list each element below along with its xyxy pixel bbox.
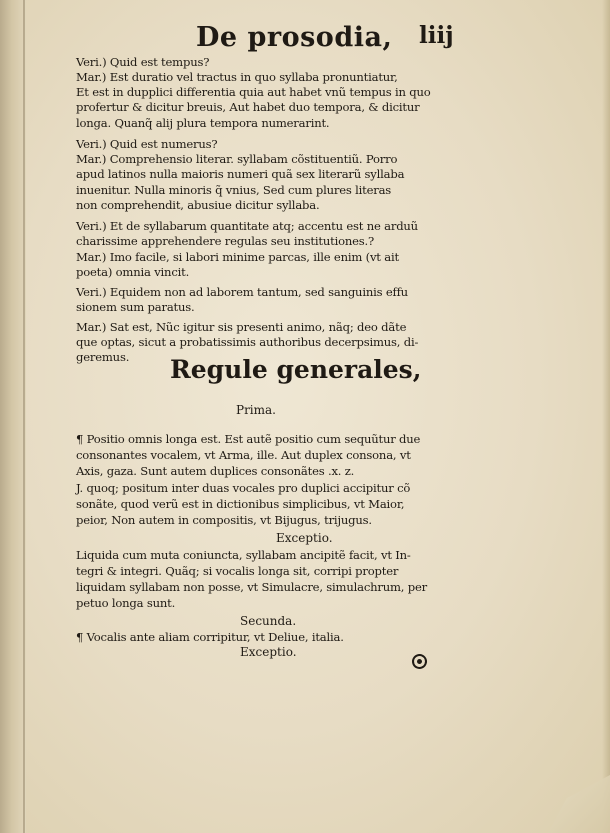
text-line: ¶ Vocalis ante aliam corripitur, vt Deliue, italia. — [76, 630, 344, 644]
text-line: liquidam syllabam non posse, vt Simulacre, simulachrum, per — [76, 580, 427, 594]
rule-label-prima: Prima. — [236, 403, 276, 417]
text-line: Veri.) Quid est tempus? — [76, 55, 210, 69]
text-line: longa. Quanq̃ alij plura tempora numerarint. — [76, 116, 330, 130]
text-line: non comprehendit, abusiue dicitur syllaba. — [76, 198, 320, 212]
text-line: peior, Non autem in compositis, vt Bijugus, trijugus. — [76, 513, 372, 527]
exceptio-label: Exceptio. — [276, 531, 333, 545]
text-line: apud latinos nulla maioris numeri quã sex literarũ syllaba — [76, 167, 405, 181]
exceptio-label: Exceptio. — [240, 645, 297, 659]
text-line: geremus. — [76, 350, 130, 364]
text-line: tegri & integri. Quãq; si vocalis longa sit, corripi propter — [76, 564, 399, 578]
text-line: sionem sum paratus. — [76, 300, 195, 314]
text-line: inuenitur. Nulla minoris q̃ vnius, Sed cum plures literas — [76, 183, 392, 197]
catchword-ornament-icon — [410, 652, 429, 671]
text-line: Mar.) Sat est, Nũc igitur sis presenti animo, nãq; deo dãte — [76, 320, 407, 334]
text-line: Axis, gaza. Sunt autem duplices consonãtes .x. z. — [76, 464, 355, 478]
text-line: ¶ Positio omnis longa est. Est autẽ positio cum sequũtur due — [76, 432, 421, 446]
section-heading: Regule generales, — [170, 355, 422, 384]
rule-label-secunda: Secunda. — [240, 614, 297, 628]
text-line: petuo longa sunt. — [76, 596, 176, 610]
page-corner-fold — [548, 775, 610, 833]
text-line: que optas, sicut a probatissimis authoribus decerpsimus, di- — [76, 335, 419, 349]
text-line: Et est in dupplici differentia quia aut habet vnũ tempus in quo — [76, 85, 431, 99]
text-line: Mar.) Est duratio vel tractus in quo syllaba pronuntiatur, — [76, 70, 398, 84]
text-line: J. quoq; positum inter duas vocales pro duplici accipitur cõ — [76, 481, 411, 495]
text-line: sonãte, quod verũ est in dictionibus simplicibus, vt Maior, — [76, 497, 405, 511]
gutter-shadow-line — [23, 0, 25, 833]
text-line: consonantes vocalem, vt Arma, ille. Aut duplex consona, vt — [76, 448, 411, 462]
text-line: poeta) omnia vincit. — [76, 265, 190, 279]
running-header-title: De prosodia, — [196, 22, 393, 53]
text-line: profertur & dicitur breuis, Aut habet duo tempora, & dicitur — [76, 100, 420, 114]
page-edge — [602, 0, 610, 833]
text-line: charissime apprehendere regulas seu institutiones.? — [76, 234, 375, 248]
folio-number: liij — [419, 22, 454, 49]
text-line: Mar.) Imo facile, si labori minime parcas, ille enim (vt ait — [76, 250, 399, 264]
text-line: Veri.) Equidem non ad laborem tantum, sed sanguinis effu — [76, 285, 408, 299]
text-line: Veri.) Quid est numerus? — [76, 137, 218, 151]
text-line: Liquida cum muta coniuncta, syllabam ancipitẽ facit, vt In- — [76, 548, 411, 562]
text-line: Veri.) Et de syllabarum quantitate atq; accentu est ne arduũ — [76, 219, 418, 233]
text-line: Mar.) Comprehensio literar. syllabam cõstituentiũ. Porro — [76, 152, 398, 166]
